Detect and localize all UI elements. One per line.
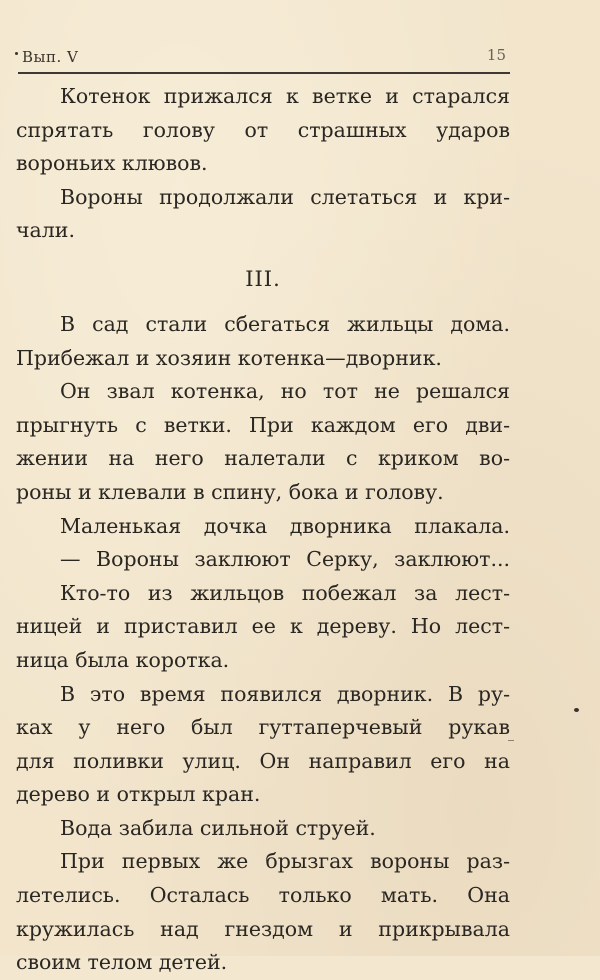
text-line: Прибежал и хозяин котенка—дворник. [16, 345, 442, 370]
body-text [16, 80, 510, 980]
text-line: Вороны продолжали слетаться и кри- [60, 184, 510, 209]
text-line: В сад стали сбегаться жильцы дома. [60, 311, 510, 336]
paragraphs-before-heading [16, 80, 510, 248]
text-line: жении на него налетали с криком во- [16, 446, 510, 471]
page-number: 15 [486, 46, 506, 64]
chapter-heading: III. [245, 266, 281, 291]
text-line: Кто-то из жильцов побежал за лест- [60, 580, 510, 605]
text-line: Маленькая дочка дворника плакала. [60, 513, 510, 538]
text-line: Он звал котенка, но тот не решался [60, 379, 510, 404]
issue-label: Вып. V [22, 48, 79, 66]
text-line: ках у него был гуттаперчевый рукав [16, 715, 510, 740]
text-line: Котенок прижался к ветке и старался [60, 84, 510, 108]
running-head [18, 46, 510, 72]
text-line: ницей и приставил ее к дереву. Но лест- [16, 614, 510, 639]
page-speck [15, 52, 18, 55]
text-line: В это время появился дворник. В ру- [60, 681, 510, 706]
paragraphs-after-heading [16, 308, 510, 980]
page-speck [574, 708, 579, 712]
text-line: кружилась над гнездом и прикрывала [16, 916, 510, 941]
text-line: При первых же брызгах вороны раз- [60, 849, 510, 874]
text-line: летелись. Осталась только мать. Она [16, 883, 510, 908]
text-line: спрятать голову от страшных ударов [16, 117, 510, 142]
text-line: прыгнуть с ветки. При каждом его дви- [16, 412, 510, 437]
text-line: своим телом детей. [16, 950, 228, 975]
text-line: ница была коротка. [16, 647, 230, 672]
text-line: Вода забила сильной струей. [60, 815, 376, 840]
text-line: вороньих клювов. [16, 151, 208, 176]
text-line: — Вороны заклюют Серку, заклюют... [60, 547, 510, 572]
text-line: дерево и открыл кран. [16, 782, 261, 807]
header-rule [18, 72, 510, 74]
page-speck [508, 740, 514, 741]
text-line: для поливки улиц. Он направил его на [16, 748, 510, 773]
text-line: чали. [16, 218, 75, 243]
text-line: роны и клевали в спину, бока и голову. [16, 479, 444, 504]
